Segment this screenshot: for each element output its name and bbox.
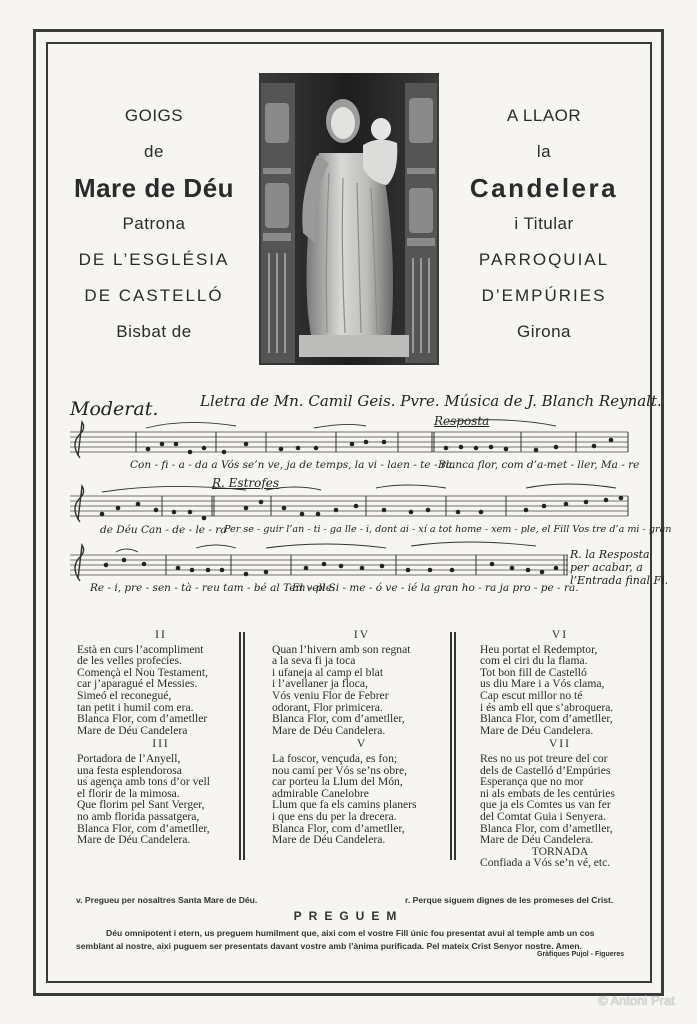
- verse-line: Blanca Flor, com d’ametller,: [272, 712, 405, 726]
- verse-line: Esperança que no mor: [480, 775, 584, 789]
- resposta-marker: Resposta: [434, 414, 490, 428]
- verse-line: i que ens du per la drecera.: [272, 809, 397, 823]
- verse-column-2: [272, 627, 452, 846]
- verse-line: nou camí per Vós se’ns obre,: [272, 763, 408, 777]
- title-de: de: [144, 142, 164, 161]
- verse-line: Res no us pot treure del cor: [480, 751, 608, 765]
- verse-column-1: [77, 627, 245, 846]
- title-candelera: Candelera: [469, 173, 619, 203]
- closing-note: [570, 548, 668, 587]
- response: r. Perque siguem dignes de les promeses del Crist.: [405, 895, 614, 905]
- title-parroquial: PARROQUIAL: [478, 250, 610, 269]
- verse-line: Mare de Déu Candelera.: [272, 833, 386, 847]
- staff-lines: [66, 392, 634, 607]
- title-mare-de-deu: Mare de Déu: [73, 173, 235, 203]
- copyright-watermark: © Antoni Prat: [598, 993, 675, 1008]
- verse-line: us diu Mare i a Vós clama,: [480, 677, 605, 691]
- preguem-heading: PREGUEM: [293, 909, 404, 923]
- verse-number: VII: [548, 737, 572, 751]
- verse-line: a la seva fi ja toca: [272, 654, 356, 668]
- closing-note-3: l’Entrada final Fi.: [570, 574, 669, 587]
- lyrics-line-2a: de Déu Can - de - le - ra: [100, 524, 227, 536]
- credits-header: Lletra de Mn. Camil Geis. Pvre. Música de J. Blanch Reynalt.: [200, 392, 662, 410]
- verse-line: ni als embats de les centúries: [480, 786, 615, 800]
- verse-line: i ufaneja al camp el blat: [272, 665, 384, 679]
- verse-line: Començà el Nou Testament,: [77, 665, 208, 679]
- verse-line: que ja els Comtes us van fer: [480, 798, 611, 812]
- verse-line: tan petit i humil com era.: [77, 700, 194, 714]
- verse-number: V: [356, 737, 368, 751]
- verse-line: Blanca Flor, com d’ametller,: [480, 821, 613, 835]
- verse-line: Mare de Déu Candelera.: [480, 723, 594, 737]
- lyrics-line-1a: Con - fi - a - da a Vós se’n ve, ja de temps, la vi - laen - te - ra.: [130, 459, 456, 471]
- versicle: v. Pregueu per nosaltres Santa Mare de Déu.: [76, 895, 258, 905]
- column-divider: [450, 632, 456, 860]
- prayer-line-1: Déu omnipotent i etern, us preguem humilment que, aixi com el vostre Fill únic fou presentat avui al temple amb un cos: [106, 928, 595, 938]
- title-left: [64, 98, 244, 350]
- verse-line: Llum que fa els camins planers: [272, 798, 417, 812]
- title-castello: DE CASTELLÓ: [84, 286, 224, 305]
- verse-number: VI: [551, 628, 569, 641]
- verse-line: dels de Castelló d’Empúries: [480, 763, 611, 777]
- verse-line: Blanca Flor, com d’ametller,: [272, 821, 405, 835]
- verse-line: Que florim pel Sant Verger,: [77, 798, 205, 812]
- prayer-line-2: semblant al nostre, aixi puguem ser presentats davant vostre amb l’ànima purificada. Pel mateix Crist Senyor nostre. Amen.: [76, 941, 582, 951]
- verse-line: Mare de Déu Candelera.: [272, 723, 386, 737]
- verse-line: com el ciri du la flama.: [480, 654, 588, 668]
- printer-credit: Gràfiques Pujol - Figueres: [537, 951, 625, 958]
- verse-column-3: [480, 627, 640, 869]
- verse-line: Quan l’hivern amb son regnat: [272, 642, 411, 656]
- verse-number: IV: [353, 628, 371, 641]
- closing-note-2: per acabar, a: [570, 561, 643, 574]
- title-empuries: D’EMPÚRIES: [481, 286, 607, 305]
- verse-line: Tot bon fill de Castelló: [480, 665, 587, 679]
- virgin-statue-photo: [259, 73, 439, 365]
- title-patrona: Patrona: [122, 214, 186, 233]
- closing-note-1: R. la Resposta: [570, 548, 650, 561]
- verse-line: La foscor, vençuda, es fon;: [272, 751, 398, 765]
- lyrics-line-2b: Per se - guir l’an - ti - ga lle - i, dont ai - xí a tot home - xem - ple, el Fill Vos tre d’a mi - gran: [224, 524, 672, 535]
- verse-line: Mare de Déu Candelera.: [77, 833, 191, 847]
- tornada-line: Confiada a Vós se’n vé, etc.: [480, 856, 611, 870]
- verse-number: III: [152, 737, 170, 751]
- verse-line: Simeó el reconegué,: [77, 688, 172, 702]
- verse-line: Mare de Déu Candelera.: [480, 833, 594, 847]
- title-right: [454, 98, 634, 350]
- tempo-marking: Moderat.: [70, 398, 159, 420]
- verse-line: Blanca Flor, com d’ametller,: [480, 712, 613, 726]
- verse-line: admirable Canelobre: [272, 786, 369, 800]
- verse-line: Està en curs l’acompliment: [77, 642, 204, 656]
- verse-line: de les velles profecies.: [77, 654, 182, 668]
- verse-line: i és amb ell que s’abroquera.: [480, 700, 614, 714]
- music-score: [66, 392, 672, 607]
- verse-line: Vós veniu Flor de Febrer: [272, 688, 389, 702]
- lyrics-line-3a: Re - i, pre - sen - tà - reu tam - bé al Tem - ple.: [90, 582, 336, 594]
- verse-line: odorant, Flor primicera.: [272, 700, 383, 714]
- title-a-llaor: A LLAOR: [506, 106, 582, 125]
- lyrics-line-1b: Blanca flor, com d’a-met - ller, Ma - re: [438, 459, 640, 471]
- tornada-label: TORNADA: [531, 844, 589, 858]
- verse-line: Blanca Flor, com d’ametller,: [77, 821, 210, 835]
- title-esglesia: DE L’ESGLÉSIA: [78, 250, 230, 269]
- title-titular: i Titular: [514, 214, 574, 233]
- verses-section: [60, 627, 640, 870]
- verse-line: car j’aparagué el Messies.: [77, 677, 198, 691]
- verse-line: Mare de Déu Candelera: [77, 723, 188, 737]
- verse-line: i l’avellaner ja floca,: [272, 677, 368, 691]
- verse-line: Heu portat el Redemptor,: [480, 642, 598, 656]
- title-la: la: [536, 142, 552, 161]
- verse-line: no amb florida passatgera,: [77, 809, 200, 823]
- title-goigs: GOIGS: [124, 106, 184, 125]
- verse-line: del Comtat Guia i Senyera.: [480, 809, 606, 823]
- verse-line: Cap escut millor no té: [480, 688, 583, 702]
- verse-line: us agença amb tons d’or vell: [77, 775, 210, 789]
- verse-line: Blanca Flor, com d’ametller: [77, 712, 208, 726]
- estrofes-marker: R. Estrofes: [212, 476, 280, 490]
- verse-line: car porteu la Llum del Món,: [272, 775, 403, 789]
- column-divider: [239, 632, 245, 860]
- verse-line: el florir de la mimosa.: [77, 786, 180, 800]
- verse-line: Portadora de l’Anyell,: [77, 751, 181, 765]
- title-girona: Girona: [516, 322, 572, 341]
- verse-number: II: [155, 628, 167, 641]
- title-bisbat: Bisbat de: [116, 322, 192, 341]
- lyrics-line-3b: El vell Si - me - ó ve - ié la gran ho - ra ja pro - pe - ra.: [292, 582, 579, 594]
- verse-line: una festa esplendorosa: [77, 763, 182, 777]
